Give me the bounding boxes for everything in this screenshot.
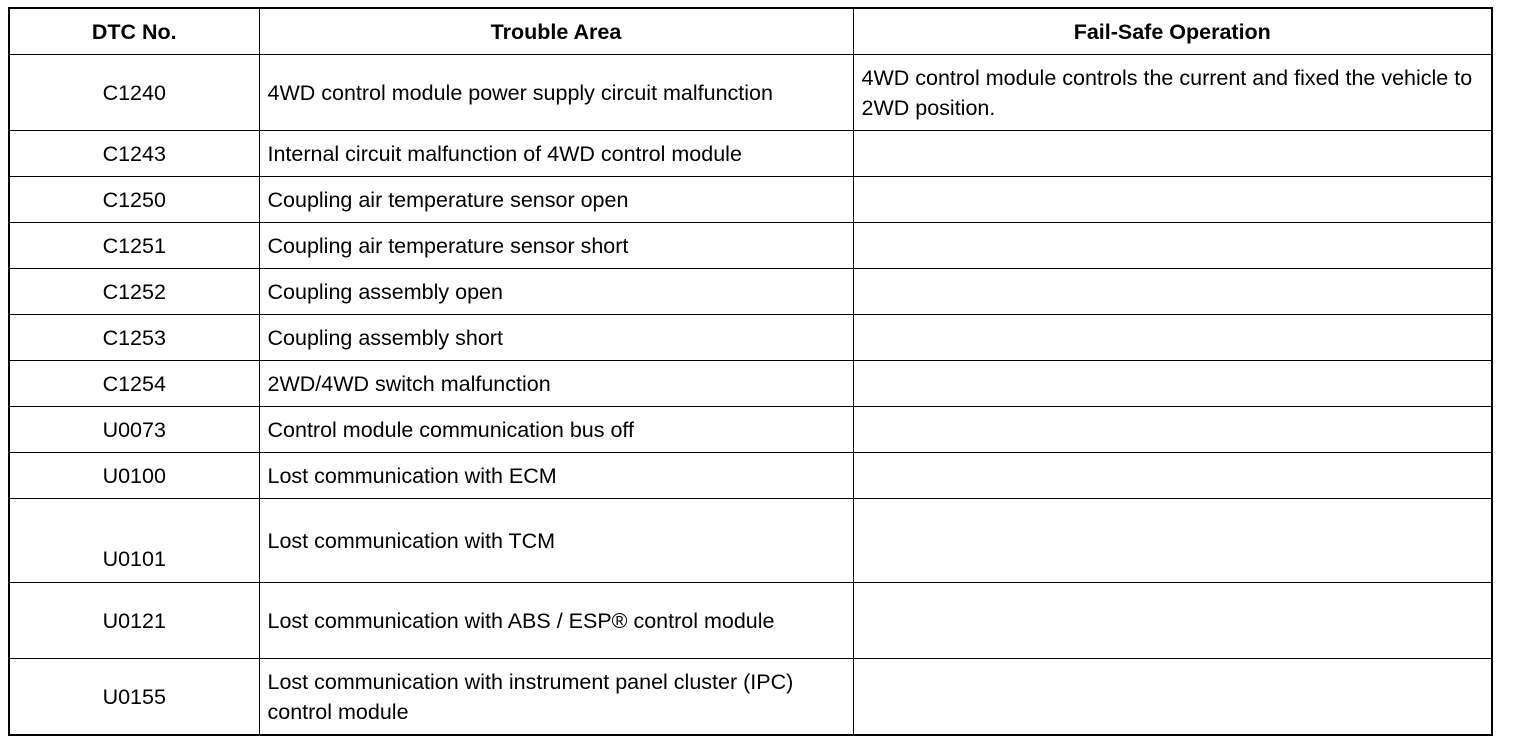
dtc-table <box>8 7 1493 736</box>
fail-safe-cell <box>853 223 1492 269</box>
fail-safe-cell <box>853 583 1492 659</box>
table-header-row <box>9 8 1492 55</box>
dtc-code: U0155 <box>9 659 259 736</box>
trouble-area: Lost communication with ABS / ESP® control module <box>259 583 853 659</box>
dtc-code: C1243 <box>9 131 259 177</box>
dtc-code: U0101 <box>9 499 259 583</box>
fail-safe-cell <box>853 131 1492 177</box>
fail-safe-operation: 4WD control module controls the current and fixed the vehicle to 2WD position. <box>853 55 1492 131</box>
trouble-area: Coupling air temperature sensor open <box>259 177 853 223</box>
fail-safe-cell <box>853 499 1492 583</box>
fail-safe-cell <box>853 361 1492 407</box>
fail-safe-cell <box>853 407 1492 453</box>
dtc-code: C1254 <box>9 361 259 407</box>
table-row <box>9 55 1492 131</box>
fail-safe-cell <box>853 269 1492 315</box>
table-row <box>9 499 1492 583</box>
fail-safe-cell <box>853 659 1492 736</box>
table-row <box>9 361 1492 407</box>
header-dtc-no: DTC No. <box>9 8 259 55</box>
table-row <box>9 407 1492 453</box>
dtc-code: C1253 <box>9 315 259 361</box>
table-row <box>9 269 1492 315</box>
table-row <box>9 583 1492 659</box>
trouble-area: Lost communication with ECM <box>259 453 853 499</box>
trouble-area: Coupling assembly open <box>259 269 853 315</box>
table-row <box>9 223 1492 269</box>
fail-safe-cell <box>853 315 1492 361</box>
trouble-area: Coupling assembly short <box>259 315 853 361</box>
trouble-area: 4WD control module power supply circuit malfunction <box>259 55 853 131</box>
trouble-area: Coupling air temperature sensor short <box>259 223 853 269</box>
dtc-code: C1250 <box>9 177 259 223</box>
header-trouble-area: Trouble Area <box>259 8 853 55</box>
dtc-code: U0073 <box>9 407 259 453</box>
table-row <box>9 131 1492 177</box>
table-row <box>9 177 1492 223</box>
table-row <box>9 315 1492 361</box>
trouble-area: 2WD/4WD switch malfunction <box>259 361 853 407</box>
dtc-code: C1251 <box>9 223 259 269</box>
trouble-area: Lost communication with TCM <box>259 499 853 583</box>
header-fail-safe-operation: Fail-Safe Operation <box>853 8 1492 55</box>
table-row <box>9 453 1492 499</box>
fail-safe-cell <box>853 177 1492 223</box>
trouble-area: Control module communication bus off <box>259 407 853 453</box>
trouble-area: Internal circuit malfunction of 4WD control module <box>259 131 853 177</box>
dtc-code: C1252 <box>9 269 259 315</box>
dtc-code: U0121 <box>9 583 259 659</box>
fail-safe-cell <box>853 453 1492 499</box>
dtc-code: U0100 <box>9 453 259 499</box>
trouble-area: Lost communication with instrument panel cluster (IPC) control module <box>259 659 853 736</box>
table-row <box>9 659 1492 736</box>
dtc-code: C1240 <box>9 55 259 131</box>
